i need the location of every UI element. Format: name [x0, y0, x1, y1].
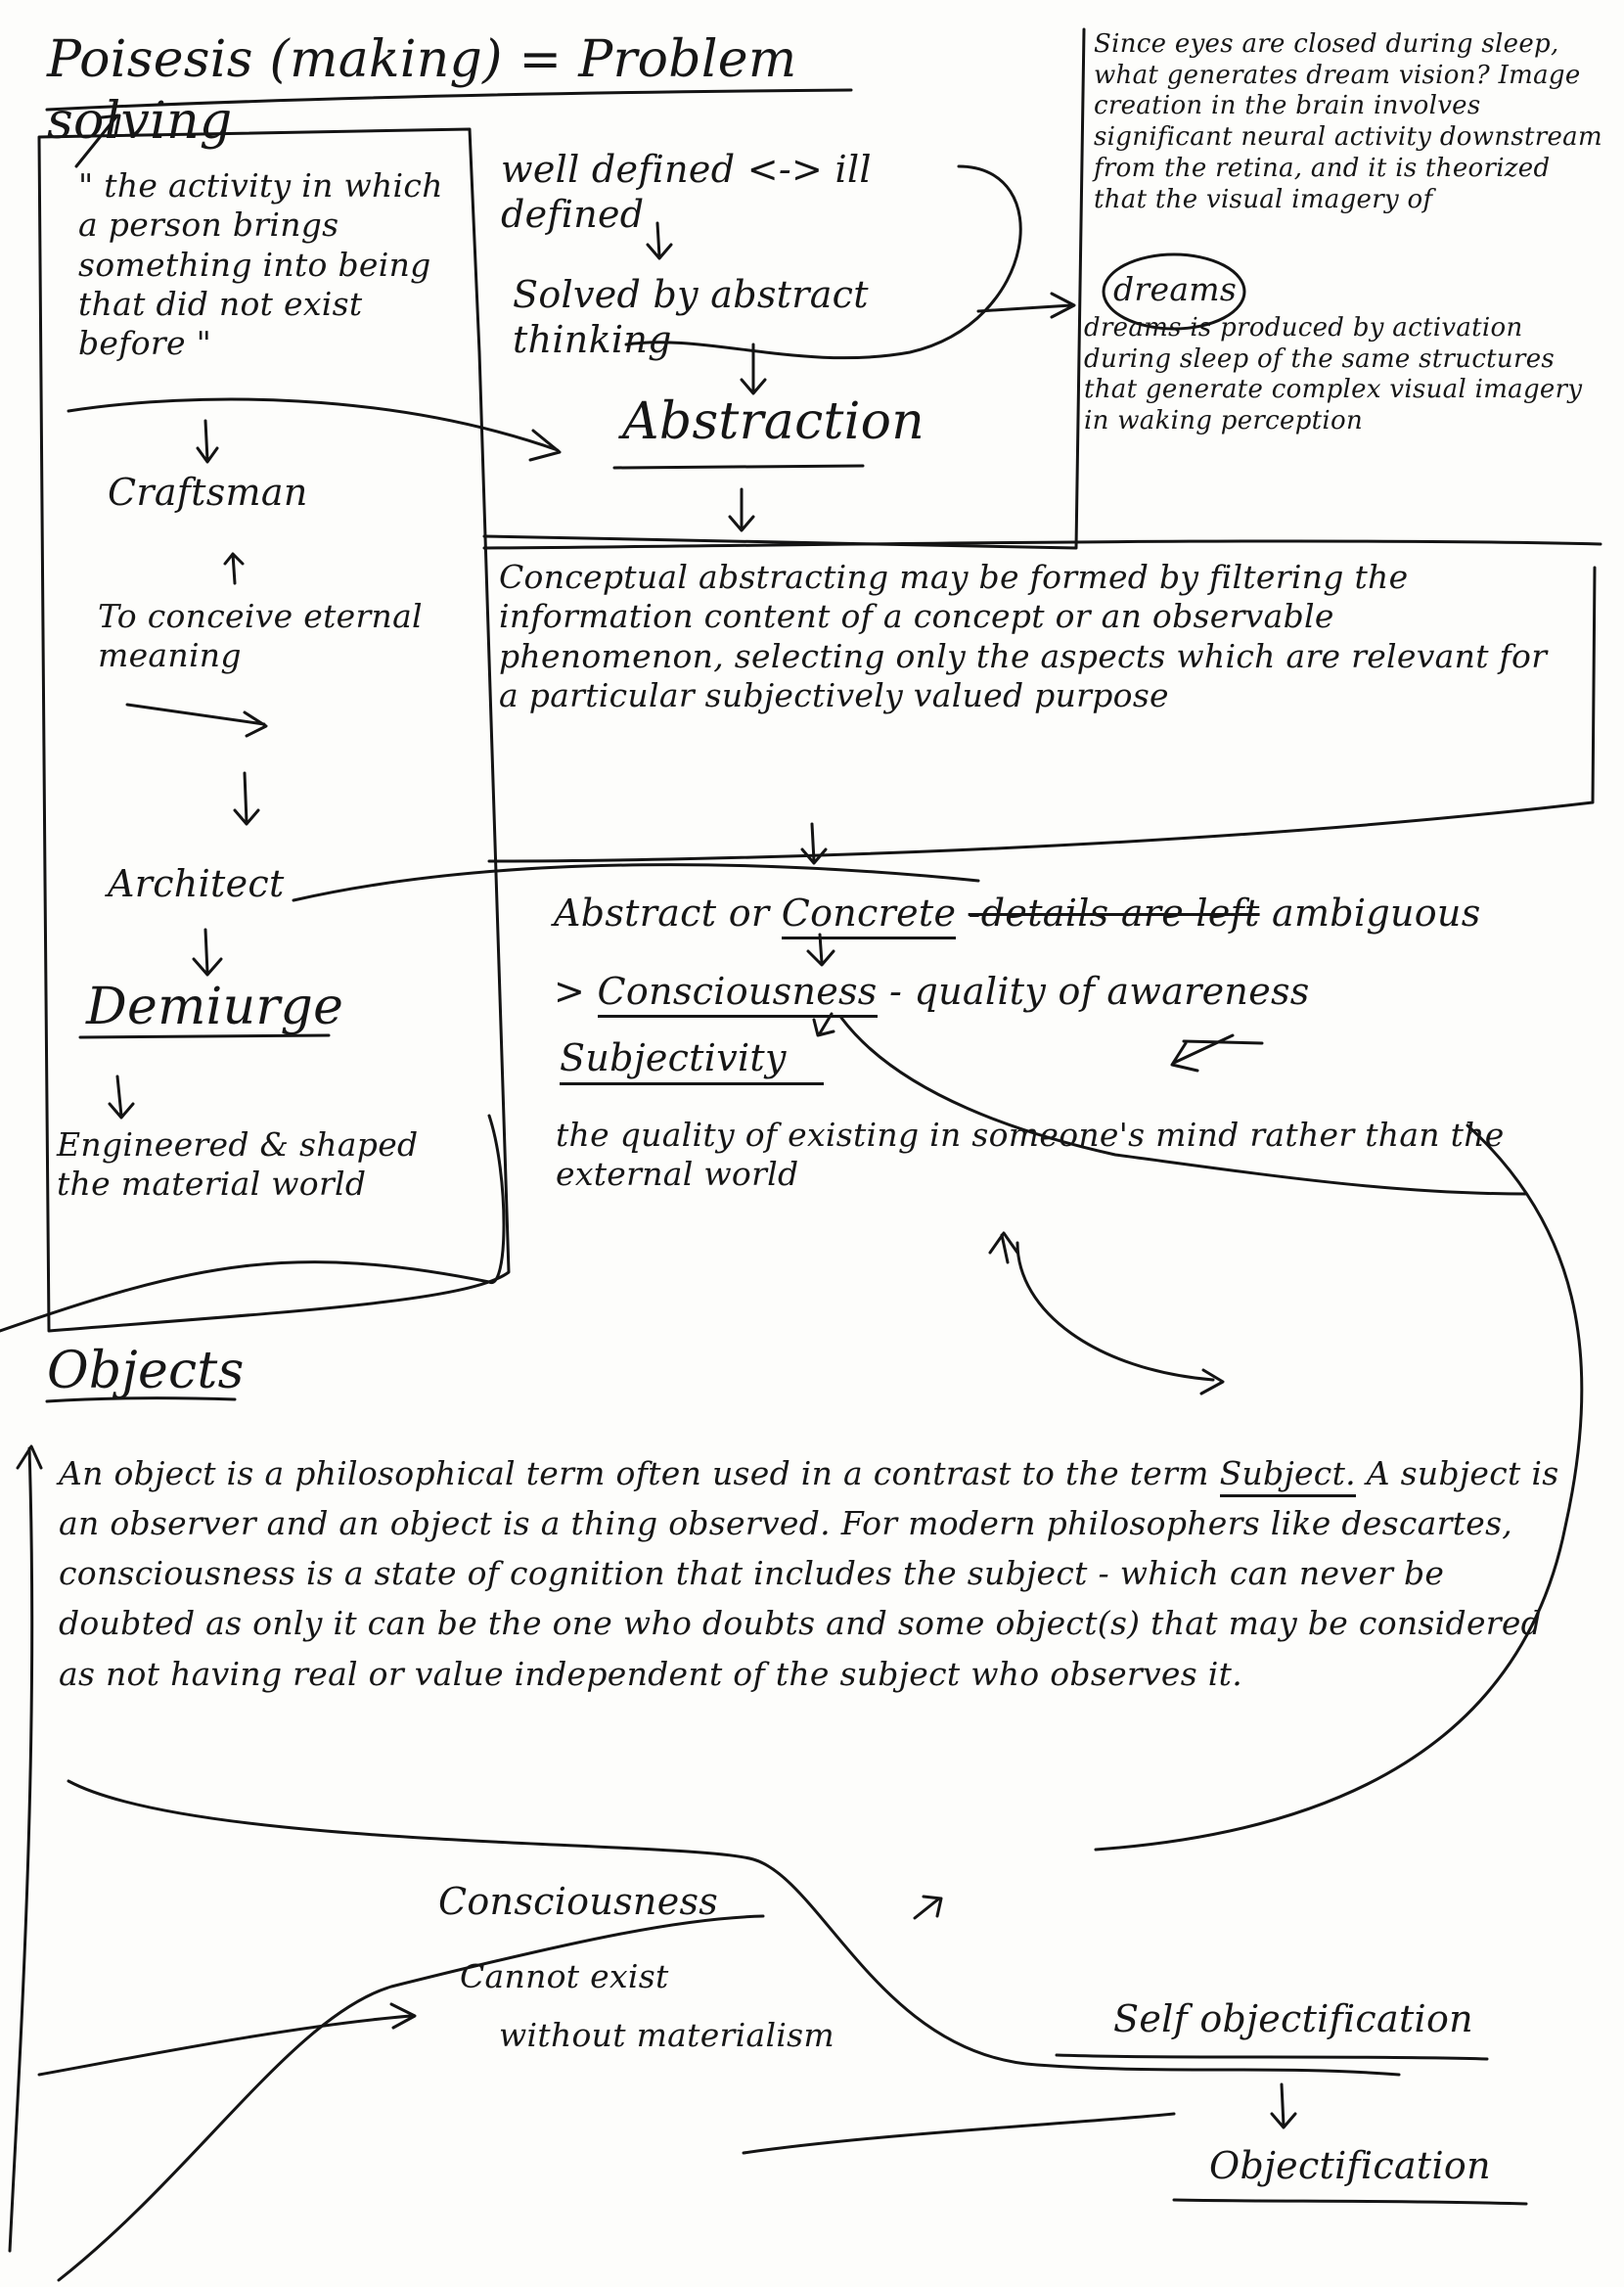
arrow-to-objectification	[1272, 2084, 1295, 2127]
consciousness-prefix: >	[554, 970, 586, 1013]
arrow-demiurge-to-engineered	[110, 1076, 133, 1118]
dreams-note-continued: dreams is produced by activation during sleep of the same structures that generate complex visual imagery in waking perception	[1084, 313, 1583, 436]
well-defined-label: well defined <-> ill defined	[501, 148, 872, 237]
arrow-quote-to-craftsman	[198, 421, 217, 462]
objects-paragraph	[59, 1448, 1565, 1699]
abstract-or-concrete-line	[554, 891, 1591, 936]
self-objectification-underline	[1057, 2055, 1487, 2059]
arrow-quote-to-abstraction	[68, 399, 560, 460]
poiesis-quote: " the activity in which a person brings something into being that did not exist before "	[78, 166, 443, 362]
struck-details-text: -details are left	[968, 892, 1260, 935]
solved-by-label: Solved by abstract thinking	[513, 273, 869, 362]
arrow-abstraction-down	[730, 489, 753, 530]
subjectivity-description: the quality of existing in someone's mind rather than the external world	[556, 1116, 1505, 1194]
architect-label: Architect	[108, 862, 285, 905]
subjectivity-heading: Subjectivity	[560, 1035, 824, 1085]
craftsman-label: Craftsman	[108, 471, 308, 514]
arrow-to-architect	[235, 773, 258, 824]
arrow-to-dreams	[978, 294, 1074, 317]
consciousness-word: Consciousness	[598, 970, 878, 1018]
abstraction-label: Abstraction	[622, 392, 925, 451]
objects-heading: Objects	[47, 1342, 245, 1400]
without-materialism-label: without materialism	[499, 2016, 835, 2054]
ambiguous-word: ambiguous	[1271, 892, 1481, 935]
demiurge-label: Demiurge	[86, 978, 344, 1036]
arrow-to-conscious-bottom	[915, 1897, 941, 1918]
objects-paragraph-rest: A subject is an observer and an object is a thing observed. For modern philosophers like descartes, consciousness is a state of cognition that includes the subject - which can never be doubted as only it can be the one who doubts and some object(s) that may be considered as not having real or value independent of the subject who observes it.	[59, 1454, 1559, 1693]
dreams-word: dreams	[1113, 270, 1238, 308]
objectification-label: Objectification	[1209, 2144, 1491, 2187]
objects-paragraph-start: An object is a philosophical term often used in a contrast to the term	[59, 1454, 1209, 1492]
abstraction-underline	[614, 466, 863, 468]
abstract-or-label: Abstract or	[554, 892, 770, 935]
arrow-to-external-world	[990, 1233, 1017, 1262]
arrow-to-consciousness-bottom	[39, 2004, 415, 2075]
concrete-word: Concrete	[782, 892, 957, 939]
loop-subjectivity-return	[1017, 1243, 1223, 1394]
arrow-craftsman-to-conceive	[225, 554, 243, 583]
consciousness-line	[554, 969, 1434, 1014]
self-objectification-label: Self objectification	[1113, 1997, 1473, 2040]
conceptual-abstraction-text: Conceptual abstracting may be formed by filtering the information content of a concept or an observable phenomenon, selecting only the aspects which are relevant for a particular subjectively valued purpose	[499, 558, 1548, 714]
objectification-underline	[1174, 2200, 1526, 2204]
left-margin-arrow	[10, 1446, 41, 2251]
cannot-exist-label: Cannot exist	[460, 1957, 669, 1995]
consciousness-description: - quality of awareness	[889, 970, 1310, 1013]
arrow-meaning	[127, 705, 266, 736]
bottom-right-line	[744, 2114, 1174, 2153]
arrow-architect-to-demiurge	[194, 930, 221, 975]
page-title: Poisesis (making) = Problem solving	[47, 30, 797, 152]
craftsman-description: To conceive eternal meaning	[98, 597, 423, 675]
demiurge-description: Engineered & shaped the material world	[57, 1125, 419, 1204]
consciousness-bottom-label: Consciousness	[438, 1880, 719, 1923]
dreams-note: Since eyes are closed during sleep, what generates dream vision? Image creation in the brain involves significant neural activity downstream from the retina, and it is theorized that the visual imagery of	[1094, 29, 1602, 214]
subject-word: Subject.	[1220, 1454, 1356, 1497]
